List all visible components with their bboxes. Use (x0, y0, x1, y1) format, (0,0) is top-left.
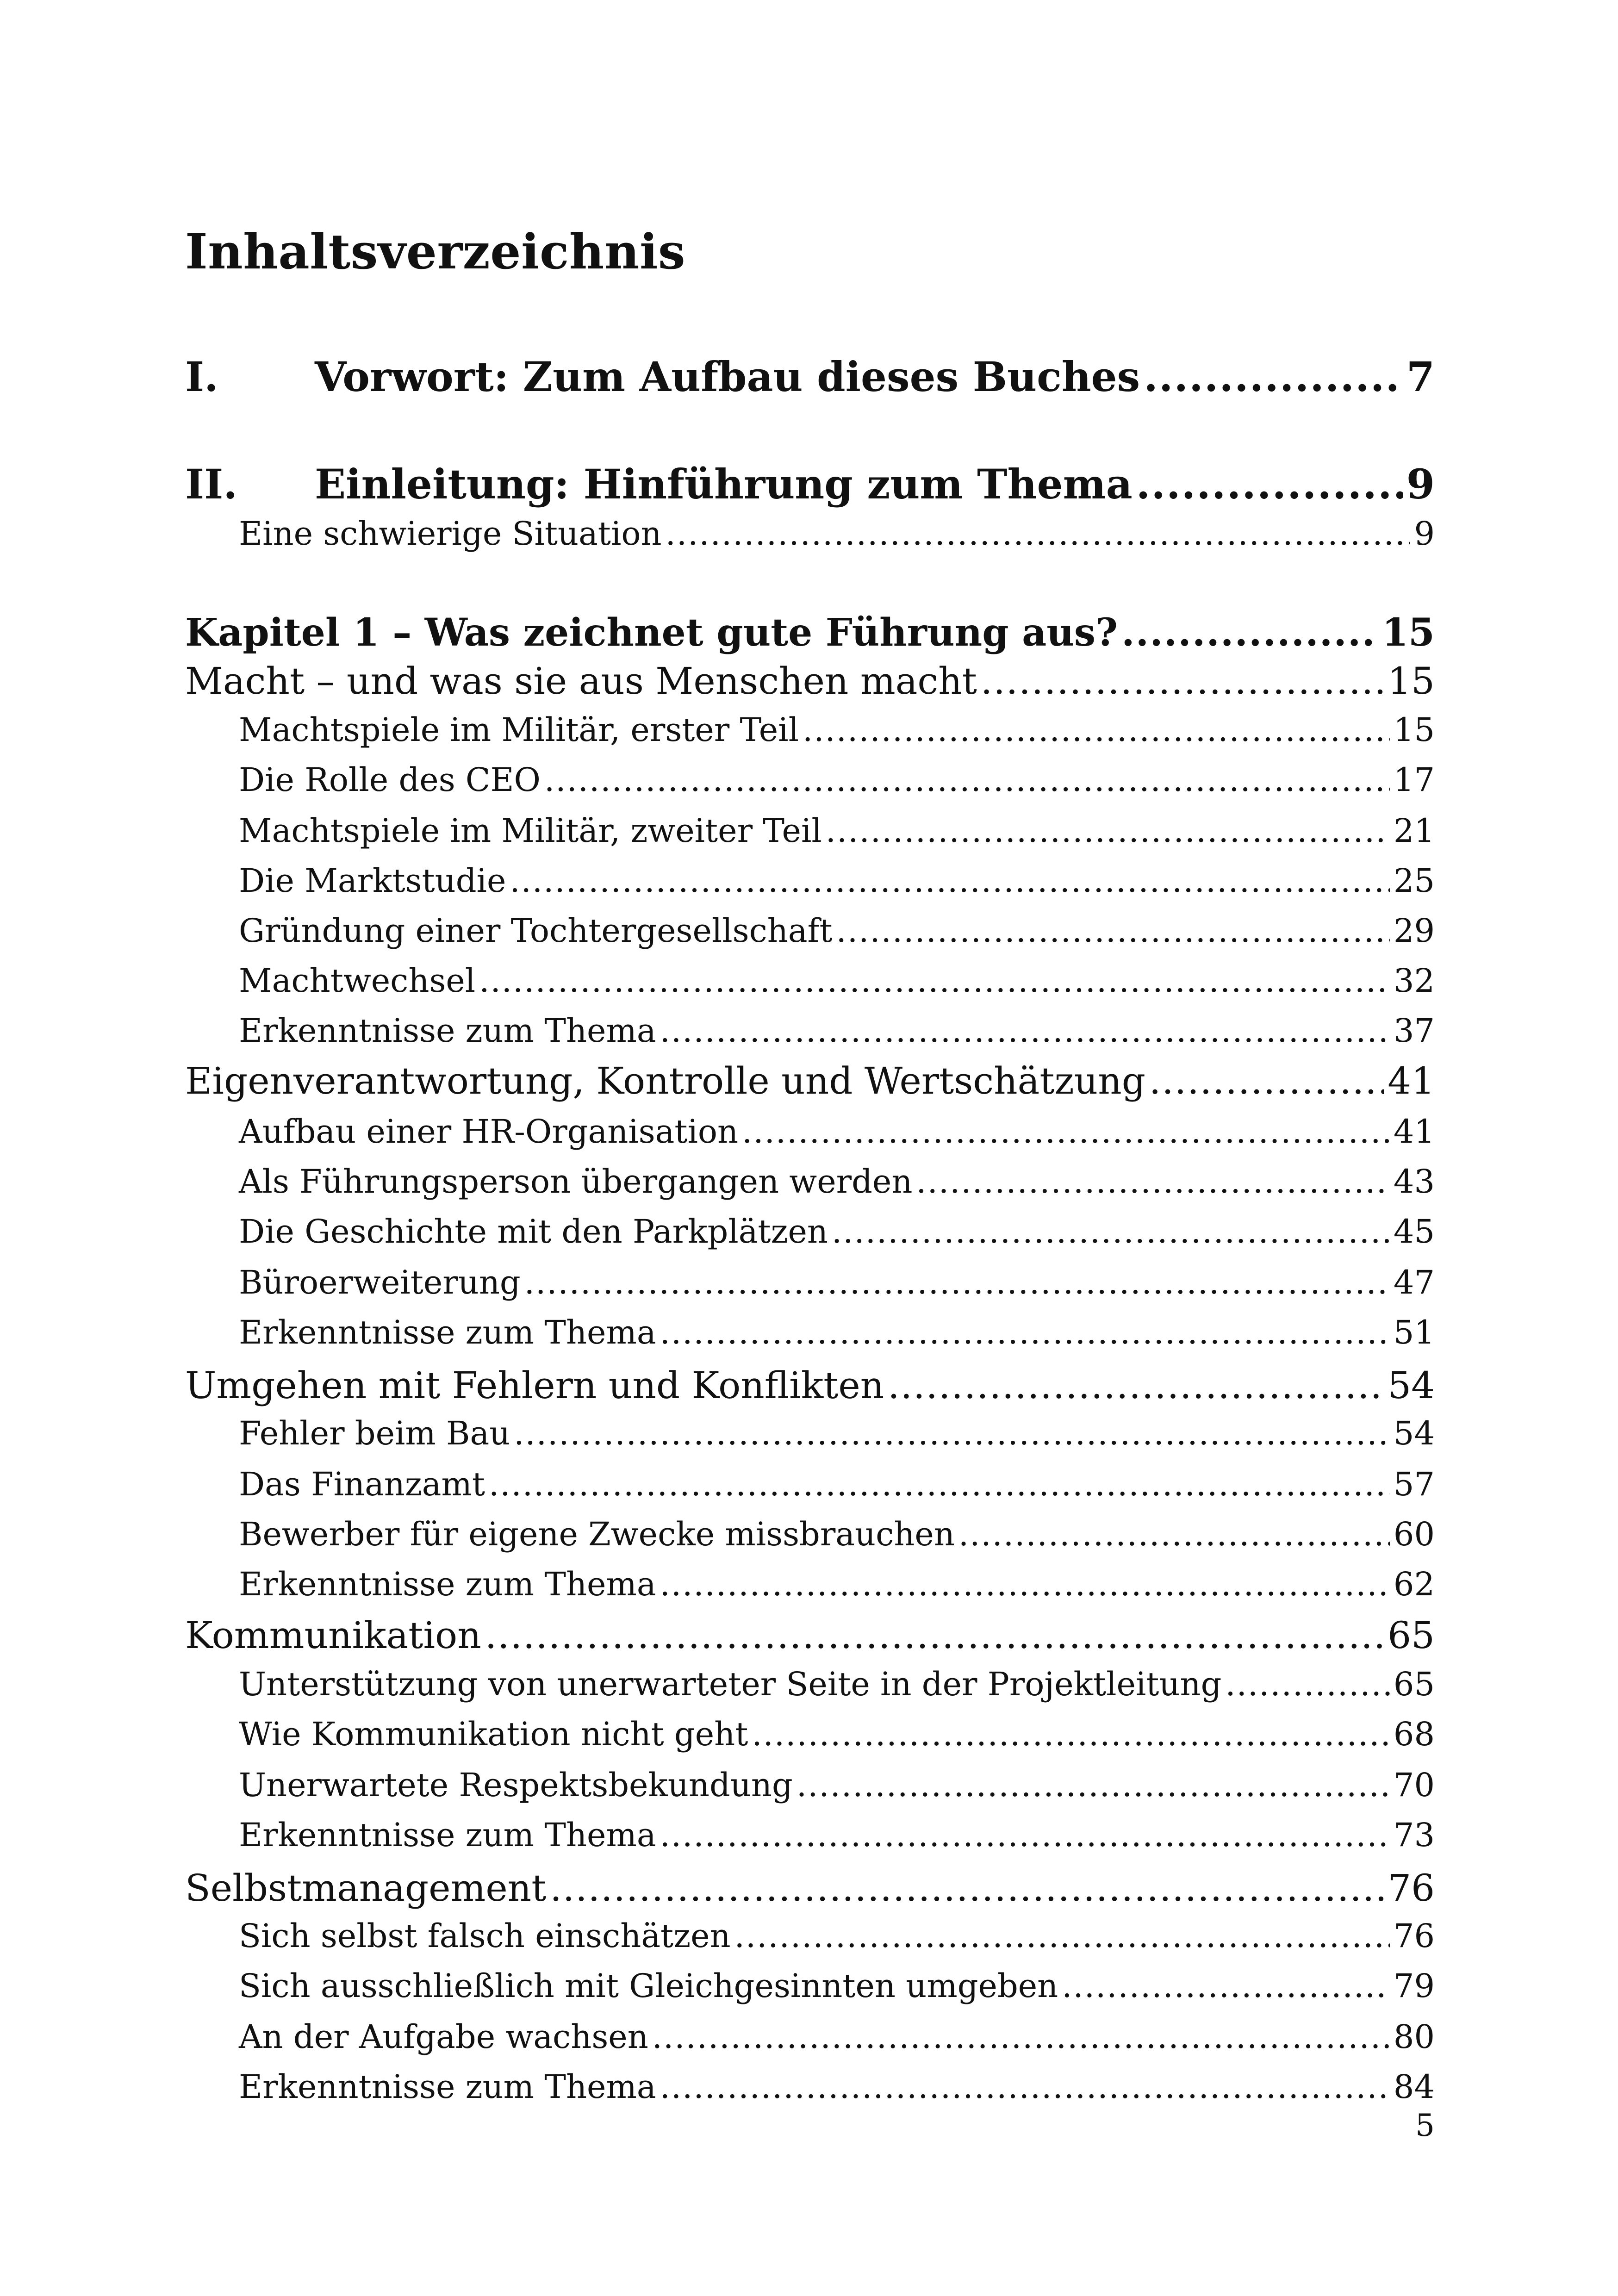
toc-entry-label: Erkenntnisse zum Thema (239, 2068, 656, 2106)
toc-entry[interactable] (185, 610, 1435, 655)
toc-entry-label: Erkenntnisse zum Thema (239, 1816, 656, 1854)
toc-entry-page: 15 (1382, 610, 1435, 655)
toc-dot-leader (1144, 356, 1403, 397)
toc-entry[interactable] (239, 1515, 1435, 1553)
toc-entry-label: Kapitel 1 – Was zeichnet gute Führung aus? (185, 610, 1118, 655)
toc-dot-leader (660, 2071, 1390, 2103)
toc-entry-page: 84 (1393, 2068, 1435, 2106)
toc-entry-label: Machtspiele im Militär, zweiter Teil (239, 812, 822, 850)
toc-entry[interactable] (185, 1364, 1435, 1407)
toc-entry[interactable] (239, 711, 1435, 749)
toc-entry-page: 15 (1393, 711, 1435, 749)
toc-dot-leader (666, 517, 1411, 550)
toc-dot-leader (524, 1266, 1390, 1299)
toc-entry-page: 54 (1388, 1364, 1435, 1407)
toc-entry-label: Fehler beim Bau (239, 1414, 510, 1452)
toc-dot-leader (514, 1417, 1390, 1450)
toc-dot-leader (1136, 464, 1403, 504)
toc-dot-leader (660, 1014, 1390, 1047)
toc-dot-leader (803, 714, 1390, 746)
toc-entry-page: 21 (1393, 812, 1435, 850)
toc-entry-page: 43 (1393, 1163, 1435, 1201)
toc-entry-page: 80 (1393, 2018, 1435, 2056)
toc-entry-label: Eigenverantwortung, Kontrolle und Wertschätzung (185, 1059, 1145, 1102)
toc-entry-page: 47 (1393, 1263, 1435, 1301)
toc-entry-page: 51 (1393, 1313, 1435, 1351)
toc-dot-leader (752, 1718, 1390, 1750)
toc-dot-leader (958, 1518, 1390, 1550)
toc-entry-label: Kommunikation (185, 1614, 481, 1657)
toc-entry-label: Aufbau einer HR-Organisation (239, 1113, 739, 1151)
toc-entry[interactable] (185, 1059, 1435, 1102)
toc-entry-label: Unterstützung von unerwarteter Seite in der Projektleitung (239, 1665, 1222, 1703)
toc-entry-page: 73 (1393, 1816, 1435, 1854)
toc-entry-page: 17 (1393, 761, 1435, 799)
toc-dot-leader (836, 915, 1390, 947)
toc-entry-label: Sich ausschließlich mit Gleichgesinnten umgeben (239, 1967, 1058, 2005)
toc-entry-label: Umgehen mit Fehlern und Konflikten (185, 1364, 884, 1407)
toc-entry-page: 32 (1393, 962, 1435, 1000)
toc-entry[interactable] (239, 962, 1435, 1000)
toc-entry[interactable] (239, 862, 1435, 900)
toc-dot-leader (888, 1367, 1384, 1404)
toc-entry-page: 45 (1393, 1213, 1435, 1251)
toc-entry-label: Erkenntnisse zum Thema (239, 1565, 656, 1603)
toc-entry-page: 9 (1406, 460, 1435, 508)
toc-entry[interactable] (239, 1163, 1435, 1201)
toc-entry[interactable] (239, 812, 1435, 850)
toc-dot-leader (1121, 614, 1378, 652)
toc-entry[interactable] (239, 1313, 1435, 1351)
toc-dot-leader (550, 1870, 1384, 1907)
toc-dot-leader (1225, 1668, 1390, 1700)
toc-dot-leader (797, 1769, 1390, 1801)
toc-dot-leader (485, 1617, 1384, 1654)
toc-entry[interactable] (239, 1715, 1435, 1753)
toc-entry-number: I. (185, 353, 218, 401)
toc-entry-page: 9 (1414, 515, 1435, 553)
toc-entry-label: Eine schwierige Situation (239, 515, 662, 553)
toc-entry[interactable] (239, 515, 1435, 553)
toc-entry[interactable] (239, 1414, 1435, 1452)
toc-dot-leader (510, 865, 1390, 897)
toc-dot-leader (1149, 1063, 1384, 1100)
toc-entry[interactable] (239, 1816, 1435, 1854)
toc-entry-number: II. (185, 460, 237, 508)
toc-dot-leader (742, 1115, 1390, 1148)
toc-entry-label: Die Geschichte mit den Parkplätzen (239, 1213, 828, 1251)
toc-entry-label: Sich selbst falsch einschätzen (239, 1917, 731, 1955)
toc-entry-page: 25 (1393, 862, 1435, 900)
toc-entry[interactable] (185, 660, 1435, 703)
toc-entry-label: Erkenntnisse zum Thema (239, 1012, 656, 1050)
toc-entry-page: 68 (1393, 1715, 1435, 1753)
toc-entry-label: Macht – und was sie aus Menschen macht (185, 660, 977, 703)
toc-entry[interactable] (185, 460, 1435, 508)
toc-entry[interactable] (239, 1967, 1435, 2005)
toc-entry-page: 79 (1393, 1967, 1435, 2005)
toc-entry-label: Machtwechsel (239, 962, 476, 1000)
toc-entry-page: 62 (1393, 1565, 1435, 1603)
toc-dot-leader (981, 663, 1384, 700)
toc-entry[interactable] (239, 2018, 1435, 2056)
toc-entry-page: 29 (1393, 912, 1435, 950)
toc-entry-page: 76 (1393, 1917, 1435, 1955)
toc-entry[interactable] (239, 1465, 1435, 1503)
toc-entry-label: Vorwort: Zum Aufbau dieses Buches (315, 353, 1140, 401)
toc-entry-page: 37 (1393, 1012, 1435, 1050)
toc-entry[interactable] (239, 1565, 1435, 1603)
toc-dot-leader (1062, 1970, 1390, 2002)
toc-entry-page: 54 (1393, 1414, 1435, 1452)
toc-entry-label: Erkenntnisse zum Thema (239, 1313, 656, 1351)
toc-dot-leader (916, 1165, 1390, 1198)
toc-entry-page: 15 (1388, 660, 1435, 703)
toc-dot-leader (489, 1468, 1390, 1500)
toc-entry[interactable] (239, 1766, 1435, 1804)
toc-entry[interactable] (185, 353, 1435, 401)
toc-dot-leader (660, 1819, 1390, 1851)
toc-dot-leader (734, 1920, 1390, 1952)
toc-entry-label: Einleitung: Hinführung zum Thema (315, 460, 1133, 508)
toc-dot-leader (652, 2021, 1390, 2053)
toc-entry-page: 65 (1388, 1614, 1435, 1657)
toc-entry[interactable] (239, 1917, 1435, 1955)
toc-entry-label: Die Marktstudie (239, 862, 506, 900)
toc-entry-label: Wie Kommunikation nicht geht (239, 1715, 748, 1753)
toc-entry[interactable] (239, 1213, 1435, 1251)
toc-entry[interactable] (239, 1012, 1435, 1050)
toc-dot-leader (544, 764, 1390, 796)
toc-dot-leader (832, 1215, 1390, 1248)
toc-entry-page: 57 (1393, 1465, 1435, 1503)
toc-dot-leader (826, 815, 1390, 847)
toc-entry[interactable] (239, 1113, 1435, 1151)
toc-entry-page: 41 (1393, 1113, 1435, 1151)
toc-entry-label: Selbstmanagement (185, 1867, 547, 1910)
toc-entry-label: Als Führungsperson übergangen werden (239, 1163, 913, 1201)
toc-entry[interactable] (239, 1263, 1435, 1301)
page-number: 5 (1415, 2108, 1435, 2143)
toc-entry-label: Unerwartete Respektsbekundung (239, 1766, 793, 1804)
toc-entry[interactable] (185, 1614, 1435, 1657)
toc-entry-label: An der Aufgabe wachsen (239, 2018, 648, 2056)
toc-entry[interactable] (239, 912, 1435, 950)
toc-entry-page: 76 (1388, 1867, 1435, 1910)
toc-dot-leader (660, 1568, 1390, 1600)
toc-entry-label: Machtspiele im Militär, erster Teil (239, 711, 799, 749)
toc-entry-page: 70 (1393, 1766, 1435, 1804)
toc-entry-page: 41 (1388, 1059, 1435, 1102)
toc-entry-page: 60 (1393, 1515, 1435, 1553)
toc-entry[interactable] (185, 1867, 1435, 1910)
toc-dot-leader (660, 1316, 1390, 1349)
toc-entry-label: Büroerweiterung (239, 1263, 521, 1301)
toc-entry[interactable] (239, 1665, 1435, 1703)
toc-entry-label: Gründung einer Tochtergesellschaft (239, 912, 833, 950)
toc-entry[interactable] (239, 2068, 1435, 2106)
toc-entry[interactable] (239, 761, 1435, 799)
toc-entry-label: Das Finanzamt (239, 1465, 485, 1503)
toc-entry-page: 7 (1406, 353, 1435, 401)
toc-entry-page: 65 (1393, 1665, 1435, 1703)
page-title: Inhaltsverzeichnis (185, 223, 686, 280)
toc-entry-label: Die Rolle des CEO (239, 761, 541, 799)
toc-entry-label: Bewerber für eigene Zwecke missbrauchen (239, 1515, 955, 1553)
toc-dot-leader (479, 964, 1390, 997)
